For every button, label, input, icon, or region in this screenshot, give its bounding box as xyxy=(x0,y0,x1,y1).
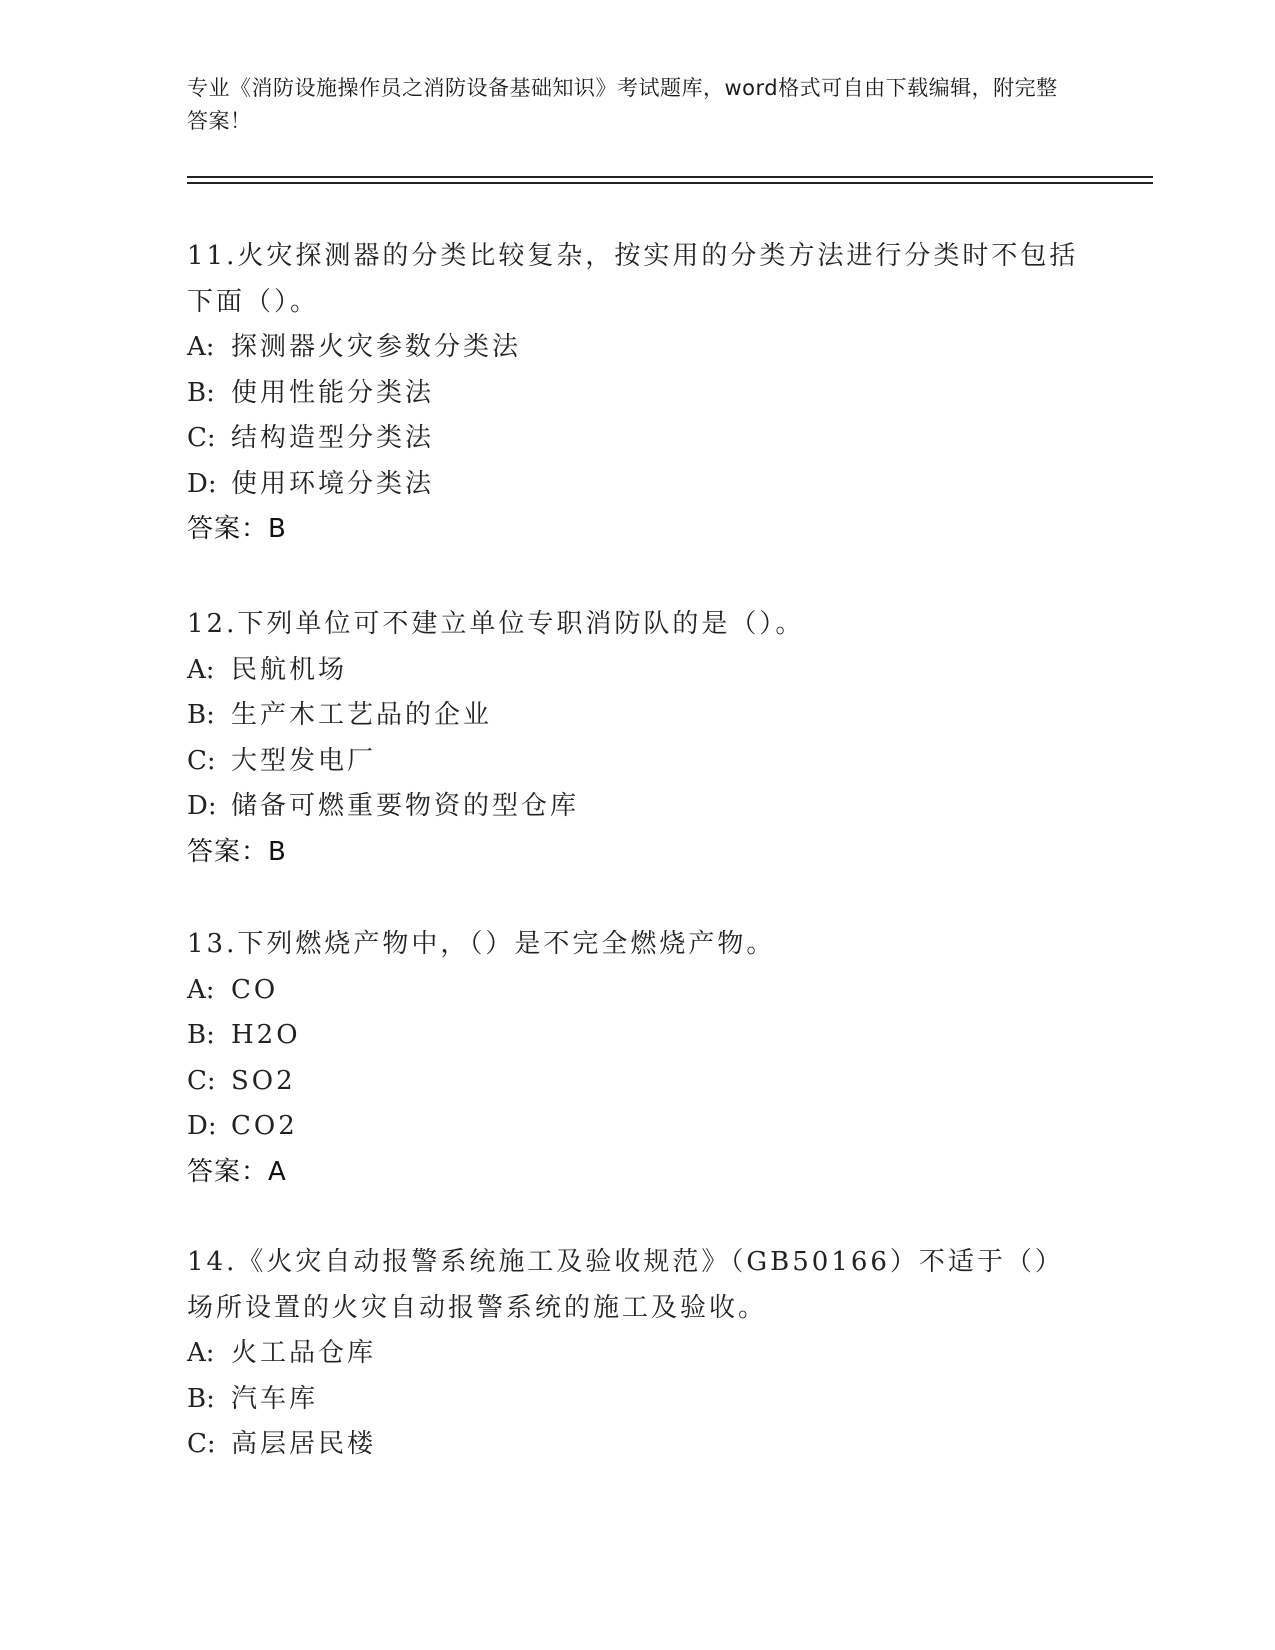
question-stem: 11.火灾探测器的分类比较复杂，按实用的分类方法进行分类时不包括下面（）。 xyxy=(187,241,1079,317)
option-label: B: xyxy=(187,1020,215,1050)
option-label: A: xyxy=(187,974,215,1005)
option-text: CO xyxy=(231,974,279,1005)
option-text: 火工品仓库 xyxy=(231,1338,377,1368)
option-label: D: xyxy=(187,468,217,499)
option-text: 储备可燃重要物资的型仓库 xyxy=(231,791,580,821)
option-text: 生产木工艺品的企业 xyxy=(231,700,493,730)
option-a xyxy=(187,1331,1087,1377)
header-rule-bottom xyxy=(187,182,1153,184)
question-stem: 13.下列燃烧产物中，（）是不完全燃烧产物。 xyxy=(187,929,776,959)
option-text: 使用环境分类法 xyxy=(231,468,435,499)
answer-line: 答案：B xyxy=(187,836,287,867)
option-c xyxy=(187,416,1087,462)
option-text: 结构造型分类法 xyxy=(231,423,435,453)
answer-line: 答案：B xyxy=(187,514,287,544)
question-stem: 12.下列单位可不建立单位专职消防队的是（）。 xyxy=(187,609,805,639)
option-label: A: xyxy=(187,332,215,362)
option-b xyxy=(187,371,1087,417)
option-text: 高层居民楼 xyxy=(231,1429,377,1459)
header-rule-top xyxy=(187,176,1153,178)
option-text: 大型发电厂 xyxy=(231,745,377,776)
option-a xyxy=(187,325,1087,371)
option-label: B: xyxy=(187,377,215,408)
option-label: C: xyxy=(187,1429,216,1459)
option-label: B: xyxy=(187,700,215,730)
option-text: SO2 xyxy=(231,1065,296,1096)
option-label: B: xyxy=(187,1383,215,1414)
option-text: 探测器火灾参数分类法 xyxy=(231,332,522,362)
option-label: A: xyxy=(187,1338,215,1368)
answer-line: 答案：A xyxy=(187,1156,287,1187)
option-c xyxy=(187,1422,1087,1468)
option-a xyxy=(187,648,1087,694)
option-label: C: xyxy=(187,423,216,453)
option-label: C: xyxy=(187,745,216,776)
option-b xyxy=(187,1377,1087,1423)
option-label: D: xyxy=(187,1111,217,1141)
question-13 xyxy=(187,922,1087,1195)
option-b xyxy=(187,1013,1087,1059)
question-11 xyxy=(187,234,1087,553)
option-d xyxy=(187,784,1087,830)
option-a xyxy=(187,968,1087,1014)
question-12 xyxy=(187,602,1087,875)
option-label: D: xyxy=(187,791,217,821)
option-c xyxy=(187,1059,1087,1105)
option-label: C: xyxy=(187,1065,216,1096)
question-14 xyxy=(187,1240,1087,1468)
option-text: 汽车库 xyxy=(231,1383,319,1414)
question-stem: 14.《火灾自动报警系统施工及验收规范》（GB50166）不适于（）场所设置的火灾自动报警系统的施工及验收。 xyxy=(187,1247,1064,1323)
option-d xyxy=(187,462,1087,508)
option-c xyxy=(187,739,1087,785)
option-text: CO2 xyxy=(231,1111,298,1141)
option-text: 民航机场 xyxy=(231,654,348,685)
option-text: 使用性能分类法 xyxy=(231,377,435,408)
option-label: A: xyxy=(187,654,215,685)
option-b xyxy=(187,693,1087,739)
option-d xyxy=(187,1104,1087,1150)
option-text: H2O xyxy=(231,1020,301,1050)
document-header: 专业《消防设施操作员之消防设备基础知识》考试题库，word格式可自由下载编辑，附完整答案！ xyxy=(187,76,1058,133)
